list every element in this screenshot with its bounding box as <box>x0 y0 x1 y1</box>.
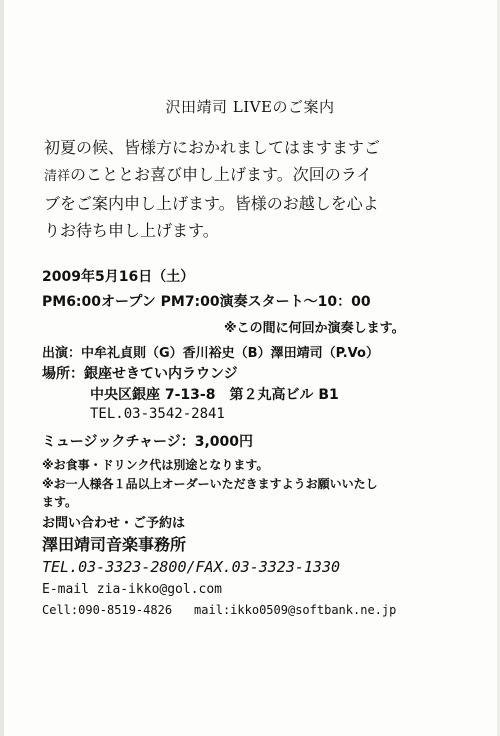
performance-note: ※この間に何回か演奏します。 <box>224 321 405 336</box>
food-note: ※お食事・ドリンク代は別途となります。 <box>42 458 269 472</box>
contact-line <box>42 603 396 617</box>
performers: 出演：中牟礼貞則（G）香川裕史（B）澤田靖司（P.Vo） <box>42 346 379 361</box>
office-tel-fax: TEL.03-3323-2800/FAX.03-3323-1330 <box>42 558 341 576</box>
email-address: E-mail zia-ikko@gol.com <box>42 582 223 597</box>
office-name: 澤田靖司音楽事務所 <box>42 535 187 554</box>
intro-line-2-rest: のこととお喜び申し上げます。次回のライ <box>70 165 373 184</box>
event-time: PM6:00オープン PM7:00演奏スタート～10：00 <box>42 294 371 310</box>
order-note-line-1: ※お一人様各１品以上オーダーいただきますようお願いいたし <box>42 477 378 491</box>
venue: 場所：銀座せきてい内ラウンジ <box>42 366 238 382</box>
cell-number: Cell:090-8519-4826 <box>42 603 173 617</box>
mail-address: mail:ikko0509@softbank.ne.jp <box>194 603 397 617</box>
event-date: 2009年5月16日（土） <box>42 269 195 285</box>
intro-line-2 <box>44 161 464 190</box>
intro-small-prefix: 清祥 <box>44 169 71 184</box>
intro-line-3: ブをご案内申し上げます。皆様のお越しを心よ <box>44 194 379 213</box>
page-title: 沢田靖司 LIVEのご案内 <box>165 98 335 116</box>
intro-paragraph <box>44 134 464 244</box>
intro-line-1: 初夏の候、皆様方におかれましてはますますご <box>44 138 381 157</box>
music-charge: ミュージックチャージ：3,000円 <box>42 434 254 450</box>
venue-tel: TEL.03-3542-2841 <box>90 406 225 422</box>
inquiry-label: お問い合わせ・ご予約は <box>42 516 186 531</box>
order-note-line-2: ます。 <box>42 495 78 509</box>
intro-line-4: りお待ち申し上げます。 <box>44 221 219 240</box>
venue-address: 中央区銀座 7-13-8 第２丸高ビル B1 <box>90 387 339 403</box>
